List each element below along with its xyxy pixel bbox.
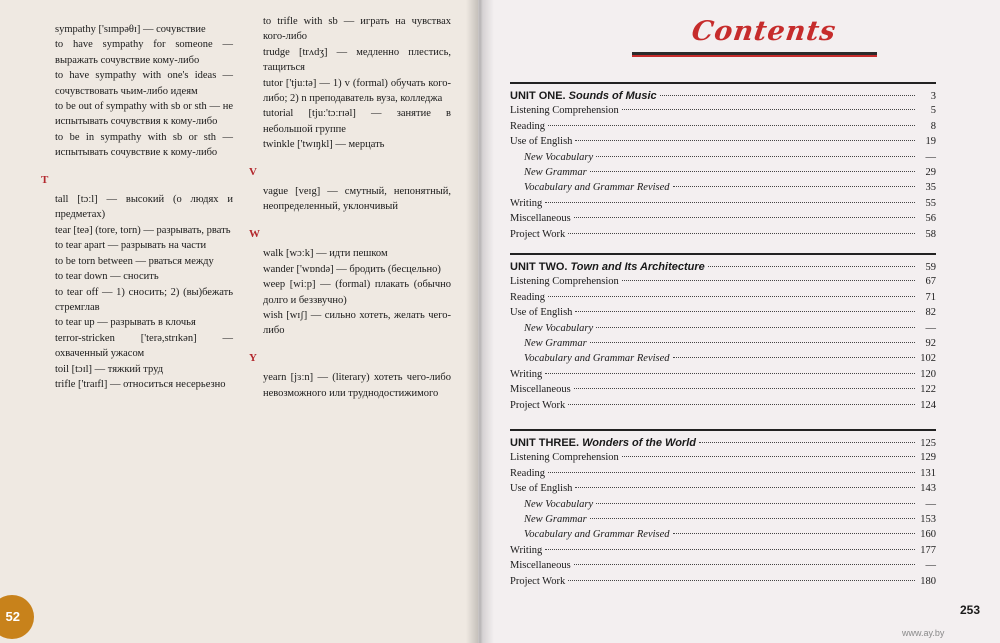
toc-leader-dots bbox=[575, 311, 915, 312]
glossary-letter-heading: Y bbox=[249, 351, 257, 364]
glossary-letter-heading: T bbox=[41, 173, 49, 186]
glossary-entry: to tear down — сносить bbox=[55, 271, 159, 283]
toc-row-text: Miscellaneous bbox=[510, 213, 571, 225]
unit-number: UNIT THREE. bbox=[510, 437, 583, 449]
toc-leader-dots bbox=[699, 442, 915, 443]
toc-leader-dots bbox=[590, 171, 915, 172]
toc-subsection-row bbox=[510, 323, 936, 338]
toc-leader-dots bbox=[545, 202, 915, 203]
glossary-entry: trifle ['traɪfl] — относиться несерьезно bbox=[55, 378, 226, 390]
glossary-entry: to tear apart — разрывать на части bbox=[55, 240, 207, 252]
toc-label bbox=[510, 545, 542, 556]
toc-section-row bbox=[510, 121, 936, 136]
toc-leader-dots bbox=[568, 233, 915, 234]
glossary-column-b bbox=[249, 14, 451, 401]
glossary-entry: to trifle with sb — играть на чувствах кого-либо bbox=[263, 16, 451, 43]
toc-row-text: Reading bbox=[510, 467, 545, 479]
toc-subsection-row bbox=[510, 353, 936, 368]
toc-row-text: New Vocabulary bbox=[524, 151, 594, 163]
glossary-entry: walk [wɔːk] — идти пешком bbox=[263, 248, 388, 260]
toc-page-number: 35 bbox=[925, 182, 936, 194]
toc-leader-dots bbox=[545, 373, 915, 374]
unit-name: Sounds of Music bbox=[568, 90, 657, 102]
unit-rule bbox=[510, 429, 936, 431]
toc-leader-dots bbox=[548, 472, 915, 473]
toc-section-row bbox=[510, 136, 936, 151]
book-gutter bbox=[466, 0, 494, 643]
toc-subsection-row bbox=[510, 167, 936, 182]
toc-leader-dots bbox=[660, 95, 915, 96]
toc-leader-dots bbox=[545, 549, 915, 550]
toc-label bbox=[510, 560, 571, 571]
toc-row-text: New Grammar bbox=[524, 513, 587, 525]
toc-page-number: 8 bbox=[930, 120, 936, 132]
toc-label bbox=[510, 437, 696, 449]
toc-row-text: Writing bbox=[510, 197, 543, 209]
glossary-entry: trudge [trʌdʒ] — медленно плестись, тащиться bbox=[263, 46, 451, 74]
toc-page-number: 67 bbox=[925, 276, 936, 288]
toc-leader-dots bbox=[575, 140, 915, 141]
toc-section-row bbox=[510, 400, 936, 415]
toc-row-text: Reading bbox=[510, 120, 545, 132]
toc-row-text: Project Work bbox=[510, 575, 566, 587]
toc-label bbox=[510, 167, 587, 178]
glossary-entry: tutorial [tjuː'tɔːrɪəl] — занятие в небольшой группе bbox=[263, 108, 451, 135]
toc-page-number: 153 bbox=[920, 513, 936, 525]
toc-row-text: New Vocabulary bbox=[524, 322, 594, 334]
glossary-entry: to be in sympathy with sb or sth — испытывать сочувствие к кому-либо bbox=[55, 131, 233, 159]
toc-page-number: 92 bbox=[925, 337, 936, 349]
contents-title: Contents bbox=[689, 16, 839, 47]
toc-page-number: 5 bbox=[930, 105, 936, 117]
toc-label bbox=[510, 369, 542, 380]
toc-page-number: 122 bbox=[920, 384, 936, 396]
toc-label bbox=[510, 152, 593, 163]
toc-page-number: — bbox=[925, 560, 936, 572]
glossary-entry: wish [wɪʃ] — сильно хотеть, желать чего-либо bbox=[263, 309, 451, 337]
glossary-entry: tutor ['tjuːtə] — 1) v (formal) обучать кого-либо; 2) n преподаватель вуза, колледжа bbox=[263, 77, 451, 105]
toc-unit-one bbox=[510, 82, 936, 244]
toc-unit-two bbox=[510, 253, 936, 415]
toc-section-row bbox=[510, 276, 936, 291]
toc-section-row bbox=[510, 384, 936, 399]
toc-row-text: Miscellaneous bbox=[510, 384, 571, 396]
toc-subsection-row bbox=[510, 152, 936, 167]
toc-label bbox=[510, 229, 565, 240]
toc-page-number: 82 bbox=[925, 307, 936, 319]
toc-page-number: 160 bbox=[920, 529, 936, 541]
toc-label bbox=[510, 323, 593, 334]
toc-unit-three bbox=[510, 429, 936, 591]
glossary-entry: tear [teə] (tore, torn) — разрывать, рвать bbox=[55, 224, 231, 236]
glossary-entry: weep [wiːp] — (formal) плакать (обычно долго и беззвучно) bbox=[263, 279, 451, 306]
toc-leader-dots bbox=[590, 518, 915, 519]
toc-row-text: Use of English bbox=[510, 136, 573, 148]
toc-row-text: Use of English bbox=[510, 307, 573, 319]
toc-subsection-row bbox=[510, 182, 936, 197]
glossary-letter-heading: W bbox=[249, 227, 260, 240]
toc-label bbox=[510, 499, 593, 510]
right-page-number: 253 bbox=[960, 603, 981, 617]
toc-row-text: Listening Comprehension bbox=[510, 105, 619, 117]
toc-label bbox=[510, 452, 619, 463]
toc-page-number: — bbox=[925, 151, 936, 163]
toc-leader-dots bbox=[673, 186, 915, 187]
toc-section-row bbox=[510, 369, 936, 384]
toc-section-row bbox=[510, 105, 936, 120]
toc-page-number: 71 bbox=[925, 291, 936, 303]
glossary-entry: vague [veɪg] — смутный, непонятный, неопределенный, уклончивый bbox=[263, 186, 451, 213]
toc-leader-dots bbox=[575, 487, 915, 488]
glossary-entry: to tear up — разрывать в клочья bbox=[55, 317, 196, 329]
toc-label bbox=[510, 292, 545, 303]
toc-label bbox=[510, 182, 670, 193]
toc-leader-dots bbox=[590, 342, 915, 343]
toc-leader-dots bbox=[708, 266, 915, 267]
toc-label bbox=[510, 90, 657, 102]
glossary-entry: twinkle ['twɪŋkl] — мерцать bbox=[263, 139, 385, 151]
toc-leader-dots bbox=[673, 357, 915, 358]
toc-row-text: Reading bbox=[510, 291, 545, 303]
toc-page-number: 120 bbox=[920, 368, 936, 380]
toc-section-row bbox=[510, 560, 936, 575]
toc-unit-heading bbox=[510, 261, 936, 276]
toc-row-text: New Grammar bbox=[524, 166, 587, 178]
toc-leader-dots bbox=[596, 156, 915, 157]
unit-rule bbox=[510, 253, 936, 255]
toc-label bbox=[510, 384, 571, 395]
toc-subsection-row bbox=[510, 338, 936, 353]
glossary-letter-heading: V bbox=[249, 165, 257, 178]
toc-label bbox=[510, 576, 565, 587]
toc-row-text: Writing bbox=[510, 368, 543, 380]
toc-page-number: 102 bbox=[920, 353, 936, 365]
toc-page-number: 3 bbox=[930, 91, 936, 102]
unit-name: Town and Its Architecture bbox=[570, 261, 705, 273]
toc-section-row bbox=[510, 198, 936, 213]
glossary-column-a bbox=[41, 22, 233, 392]
unit-name: Wonders of the World bbox=[582, 437, 696, 449]
toc-page-number: 131 bbox=[920, 467, 936, 479]
toc-row-text: Project Work bbox=[510, 399, 566, 411]
left-page-number: 52 bbox=[0, 595, 34, 639]
toc-page-number: — bbox=[925, 498, 936, 510]
left-page bbox=[0, 0, 478, 643]
toc-leader-dots bbox=[574, 564, 915, 565]
toc-label bbox=[510, 213, 571, 224]
watermark: www.ay.by bbox=[902, 628, 945, 638]
toc-row-text: Vocabulary and Grammar Revised bbox=[524, 529, 670, 541]
toc-label bbox=[510, 121, 545, 132]
toc-label bbox=[510, 105, 619, 116]
toc-label bbox=[510, 468, 545, 479]
toc-leader-dots bbox=[622, 456, 915, 457]
toc-row-text: New Vocabulary bbox=[524, 498, 594, 510]
glossary-entry: to tear off — 1) сносить; 2) (вы)бежать стремглав bbox=[55, 286, 233, 313]
toc-page-number: 129 bbox=[920, 452, 936, 464]
toc-leader-dots bbox=[574, 217, 915, 218]
toc-unit-heading bbox=[510, 437, 936, 452]
toc-section-row bbox=[510, 483, 936, 498]
toc-leader-dots bbox=[622, 280, 915, 281]
toc-label bbox=[510, 261, 705, 273]
toc-row-text: New Grammar bbox=[524, 337, 587, 349]
toc-section-row bbox=[510, 576, 936, 591]
toc-label bbox=[510, 483, 572, 494]
toc-section-row bbox=[510, 292, 936, 307]
glossary-entry: to be out of sympathy with sb or sth — не испытывать сочувствия к кому-либо bbox=[55, 101, 233, 128]
toc-label bbox=[510, 276, 619, 287]
glossary-entry: sympathy ['sɪmpəθɪ] — сочувствие bbox=[55, 24, 206, 35]
unit-number: UNIT TWO. bbox=[510, 261, 571, 273]
toc-page-number: 125 bbox=[920, 438, 936, 449]
toc-row-text: Listening Comprehension bbox=[510, 452, 619, 464]
unit-number: UNIT ONE. bbox=[510, 90, 569, 102]
toc-leader-dots bbox=[596, 503, 915, 504]
toc-section-row bbox=[510, 468, 936, 483]
toc-subsection-row bbox=[510, 529, 936, 544]
toc-label bbox=[510, 338, 587, 349]
toc-subsection-row bbox=[510, 514, 936, 529]
toc-leader-dots bbox=[673, 533, 915, 534]
toc-label bbox=[510, 529, 670, 540]
unit-rule bbox=[510, 82, 936, 84]
toc-leader-dots bbox=[596, 327, 915, 328]
glossary-entry: yearn [jɜːn] — (literary) хотеть чего-либо невозможного или труднодостижимого bbox=[263, 372, 451, 399]
toc-leader-dots bbox=[548, 125, 915, 126]
toc-page-number: 19 bbox=[925, 136, 936, 148]
toc-label bbox=[510, 400, 565, 411]
glossary-entry: to have sympathy with one's ideas — сочувствовать чьим-либо идеям bbox=[55, 70, 233, 97]
toc-page-number: — bbox=[925, 322, 936, 334]
toc-row-text: Writing bbox=[510, 544, 543, 556]
glossary-entry: toil [tɔɪl] — тяжкий труд bbox=[55, 363, 164, 375]
toc-leader-dots bbox=[574, 388, 915, 389]
toc-leader-dots bbox=[548, 296, 915, 297]
toc-row-text: Vocabulary and Grammar Revised bbox=[524, 182, 670, 194]
glossary-entry: wander ['wɒndə] — бродить (бесцельно) bbox=[263, 263, 441, 275]
toc-section-row bbox=[510, 452, 936, 467]
toc-label bbox=[510, 514, 587, 525]
toc-leader-dots bbox=[622, 109, 915, 110]
glossary-entry: to have sympathy for someone — выражать сочувствие кому-либо bbox=[55, 39, 233, 66]
toc-page-number: 143 bbox=[920, 483, 936, 495]
glossary-entry: tall [tɔːl] — высокий (о людях и предметах) bbox=[55, 194, 233, 221]
toc-section-row bbox=[510, 545, 936, 560]
toc-page-number: 55 bbox=[925, 197, 936, 209]
toc-label bbox=[510, 307, 572, 318]
toc-unit-heading bbox=[510, 90, 936, 105]
toc-subsection-row bbox=[510, 499, 936, 514]
toc-row-text: Listening Comprehension bbox=[510, 276, 619, 288]
toc-section-row bbox=[510, 213, 936, 228]
toc-label bbox=[510, 353, 670, 364]
toc-page-number: 59 bbox=[925, 262, 936, 273]
toc-page-number: 58 bbox=[925, 228, 936, 240]
toc-leader-dots bbox=[568, 404, 915, 405]
toc-label bbox=[510, 198, 542, 209]
toc-page-number: 124 bbox=[920, 399, 936, 411]
toc-row-text: Use of English bbox=[510, 483, 573, 495]
toc-row-text: Miscellaneous bbox=[510, 560, 571, 572]
toc-leader-dots bbox=[568, 580, 915, 581]
toc-label bbox=[510, 136, 572, 147]
toc-page-number: 177 bbox=[920, 544, 936, 556]
toc-page-number: 29 bbox=[925, 166, 936, 178]
toc-page-number: 56 bbox=[925, 213, 936, 225]
glossary-entry: terror-stricken ['terə,strɪkən] — охваченный ужасом bbox=[55, 332, 233, 360]
toc-section-row bbox=[510, 229, 936, 244]
toc-page-number: 180 bbox=[920, 575, 936, 587]
title-rule-accent bbox=[632, 55, 877, 57]
toc-row-text: Vocabulary and Grammar Revised bbox=[524, 353, 670, 365]
toc-section-row bbox=[510, 307, 936, 322]
glossary-entry: to be torn between — рваться между bbox=[55, 255, 214, 267]
toc-row-text: Project Work bbox=[510, 228, 566, 240]
